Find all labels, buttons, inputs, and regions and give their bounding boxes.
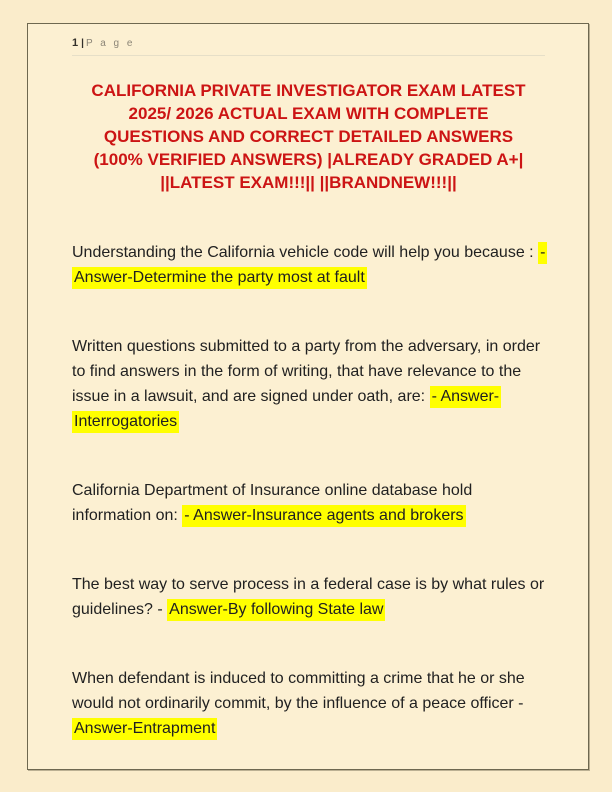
document-title-line: 2025/ 2026 ACTUAL EXAM WITH COMPLETE [128, 104, 489, 123]
document-title [72, 79, 545, 194]
page-label: P a g e [85, 38, 135, 49]
qa-paragraph [72, 666, 546, 741]
document-title-line: QUESTIONS AND CORRECT DETAILED ANSWERS [103, 127, 514, 146]
qa-paragraph [72, 572, 546, 622]
document-title-line: ||LATEST EXAM!!!|| ||BRANDNEW!!!|| [160, 173, 457, 192]
qa-paragraph [72, 334, 546, 434]
document-title-line: CALIFORNIA PRIVATE INVESTIGATOR EXAM LATEST [91, 81, 526, 100]
answer-highlight: - Answer-Insurance agents and brokers [182, 505, 465, 527]
question-text: Written questions submitted to a party from the adversary, in order to find answers in the form of writing, that have relevance to the issue in a lawsuit, and are signed under oath, are: [72, 338, 541, 405]
question-text: When defendant is induced to committing a crime that he or she would not ordinarily commit, by the influence of a peace officer - [72, 670, 525, 712]
question-text: Understanding the California vehicle code will help you because : [72, 244, 539, 261]
qa-paragraph [72, 240, 546, 290]
page-number-separator: | [81, 38, 84, 49]
question-text: The best way to serve process in a federal case is by what rules or guidelines? - [72, 576, 545, 618]
qa-list [72, 240, 546, 741]
page-header [72, 37, 545, 56]
page-number: 1 [72, 37, 79, 49]
question-text: California Department of Insurance online database hold information on: [72, 482, 473, 524]
qa-paragraph [72, 478, 546, 528]
answer-highlight: - Answer-Determine the party most at fault [72, 242, 547, 289]
answer-highlight: - Answer-Interrogatories [72, 386, 501, 433]
document-page [27, 23, 589, 770]
document-title-line: (100% VERIFIED ANSWERS) |ALREADY GRADED A+| [93, 150, 524, 169]
answer-highlight: Answer-Entrapment [72, 718, 217, 740]
answer-highlight: Answer-By following State law [167, 599, 385, 621]
